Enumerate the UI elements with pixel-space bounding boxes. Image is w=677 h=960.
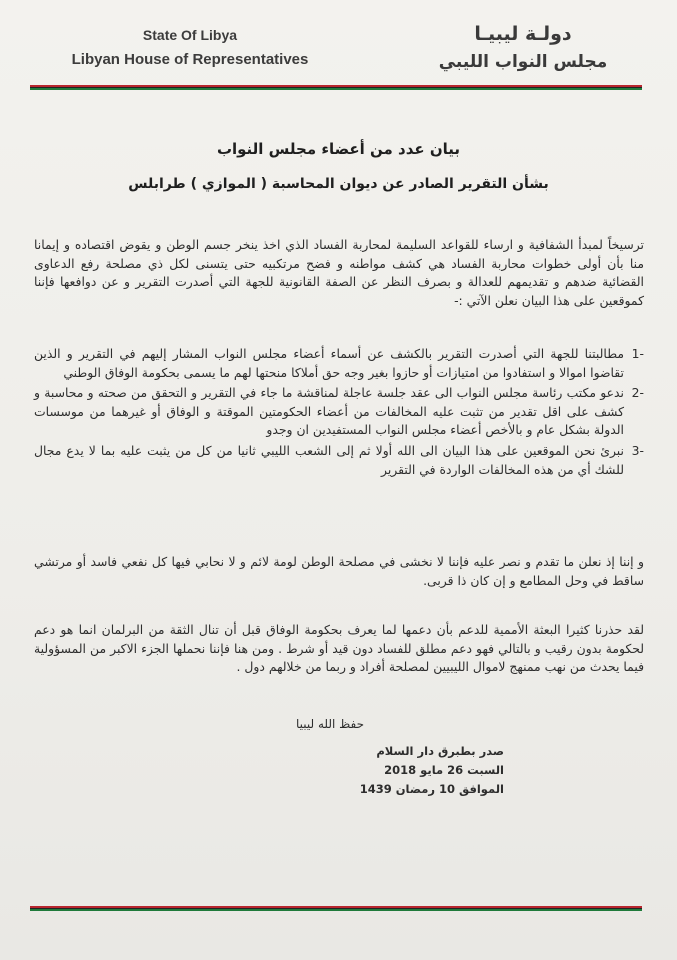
house-name-en: Libyan House of Representatives (71, 51, 309, 68)
statement-title: بيان عدد من أعضاء مجلس النواب (216, 140, 461, 158)
item-number: -1 (631, 346, 644, 361)
top-flag-divider (30, 85, 642, 90)
item-number: -2 (631, 385, 644, 401)
state-name-ar: دولـة ليبيـا (474, 23, 572, 45)
closing-line: حفظ الله ليبيا (295, 717, 365, 731)
list-item (34, 442, 644, 479)
declaration-paragraph: و إننا إذ نعلن ما تقدم و نصر عليه فإننا لا نخشى في مصلحة الوطن لومة لائم و لا نحابي فيها كل نفعي فاسد أو مرتشي ساقط في وحل المطامع و إن كان ذا قربى. (34, 554, 644, 588)
bottom-flag-divider (30, 906, 642, 911)
list-item (34, 384, 644, 440)
issue-date-gregorian: السبت 26 مايو 2018 (384, 763, 504, 777)
state-name-en: State Of Libya (142, 27, 238, 43)
arabic-letterhead (403, 22, 643, 74)
item-text: مطالبتنا للجهة التي أصدرت التقرير بالكشف عن أسماء أعضاء مجلس النواب المشار إليهم في التقرير و الذين تقاضوا اموالا و استفادوا من امتيازات أو حازوا بغير وجه حق أملاكا منحتها لهم ما يسمى بحكومة الوفاق الوطني (34, 346, 624, 380)
house-name-ar: مجلس النواب الليبي (438, 52, 608, 72)
issue-place: صدر بطبرق دار السلام (376, 744, 504, 758)
intro-paragraph: ترسيخاً لمبدأ الشفافية و ارساء للقواعد السليمة لمحاربة الفساد الذي اخذ ينخر جسم الوطن و يقوض اقتصاده و إيمانا منا بأن أولى خطوات محاربة الفساد هي كشف مواطنه و فضح مرتكبيه حتى يتسنى لكل ذي مصلحة رفع الدعاوى القضائية ضدهم و تقديمهم للعدالة و بصرف النظر عن الصفة القانونية للجهة التي أصدرت التقرير و عن دوافعها فإننا كموقعين على هذا البيان نعلن الآتي :- (34, 237, 644, 308)
list-item (34, 345, 644, 382)
item-text: ندعو مكتب رئاسة مجلس النواب الى عقد جلسة عاجلة لمناقشة ما جاء في التقرير و التحقق من صحته و محاسبة و كشف على اقل تقدير من تثبت عليه المخالفات من أعضاء الحكومتين الموقتة و الوفاق أو غيرهما من موسسات الدولة بشكل عام و بالأخص أعضاء مجلس النواب المستفيدين ان وجدو (34, 385, 624, 438)
un-mission-paragraph: لقد حذرنا كثيرا البعثة الأممية للدعم بأن دعمها لما يعرف بحكومة الوفاق قبل أن تنال الثقة من البرلمان انما هو دعم لحكومة بدون رقيب و بالتالي فهو دعم مطلق للفساد دون قيد أو شرط . ومن هنا فإننا نحملها الجزء الاكبر من المسؤولية فيما يحدث من نهب ممنهج لاموال الليبيين لمصلحة أفراد و ربما من خلالهم دول . (34, 622, 644, 675)
issue-block (300, 742, 504, 799)
statement-subtitle: بشأن التقرير الصادر عن ديوان المحاسبة ( الموازي ) طرابلس (128, 176, 549, 192)
english-letterhead (40, 26, 340, 70)
item-text: نبرئ نحن الموقعين على هذا البيان الى الله أولا ثم إلى الشعب الليبي ثانيا من كل من يثبت عليه بما لا يدع مجال للشك أي من هذه المخالفات الواردة في التقرير (34, 442, 624, 477)
item-number: -3 (631, 442, 644, 458)
demands-list (34, 345, 644, 481)
issue-date-hijri: الموافق 10 رمضان 1439 (359, 782, 504, 796)
